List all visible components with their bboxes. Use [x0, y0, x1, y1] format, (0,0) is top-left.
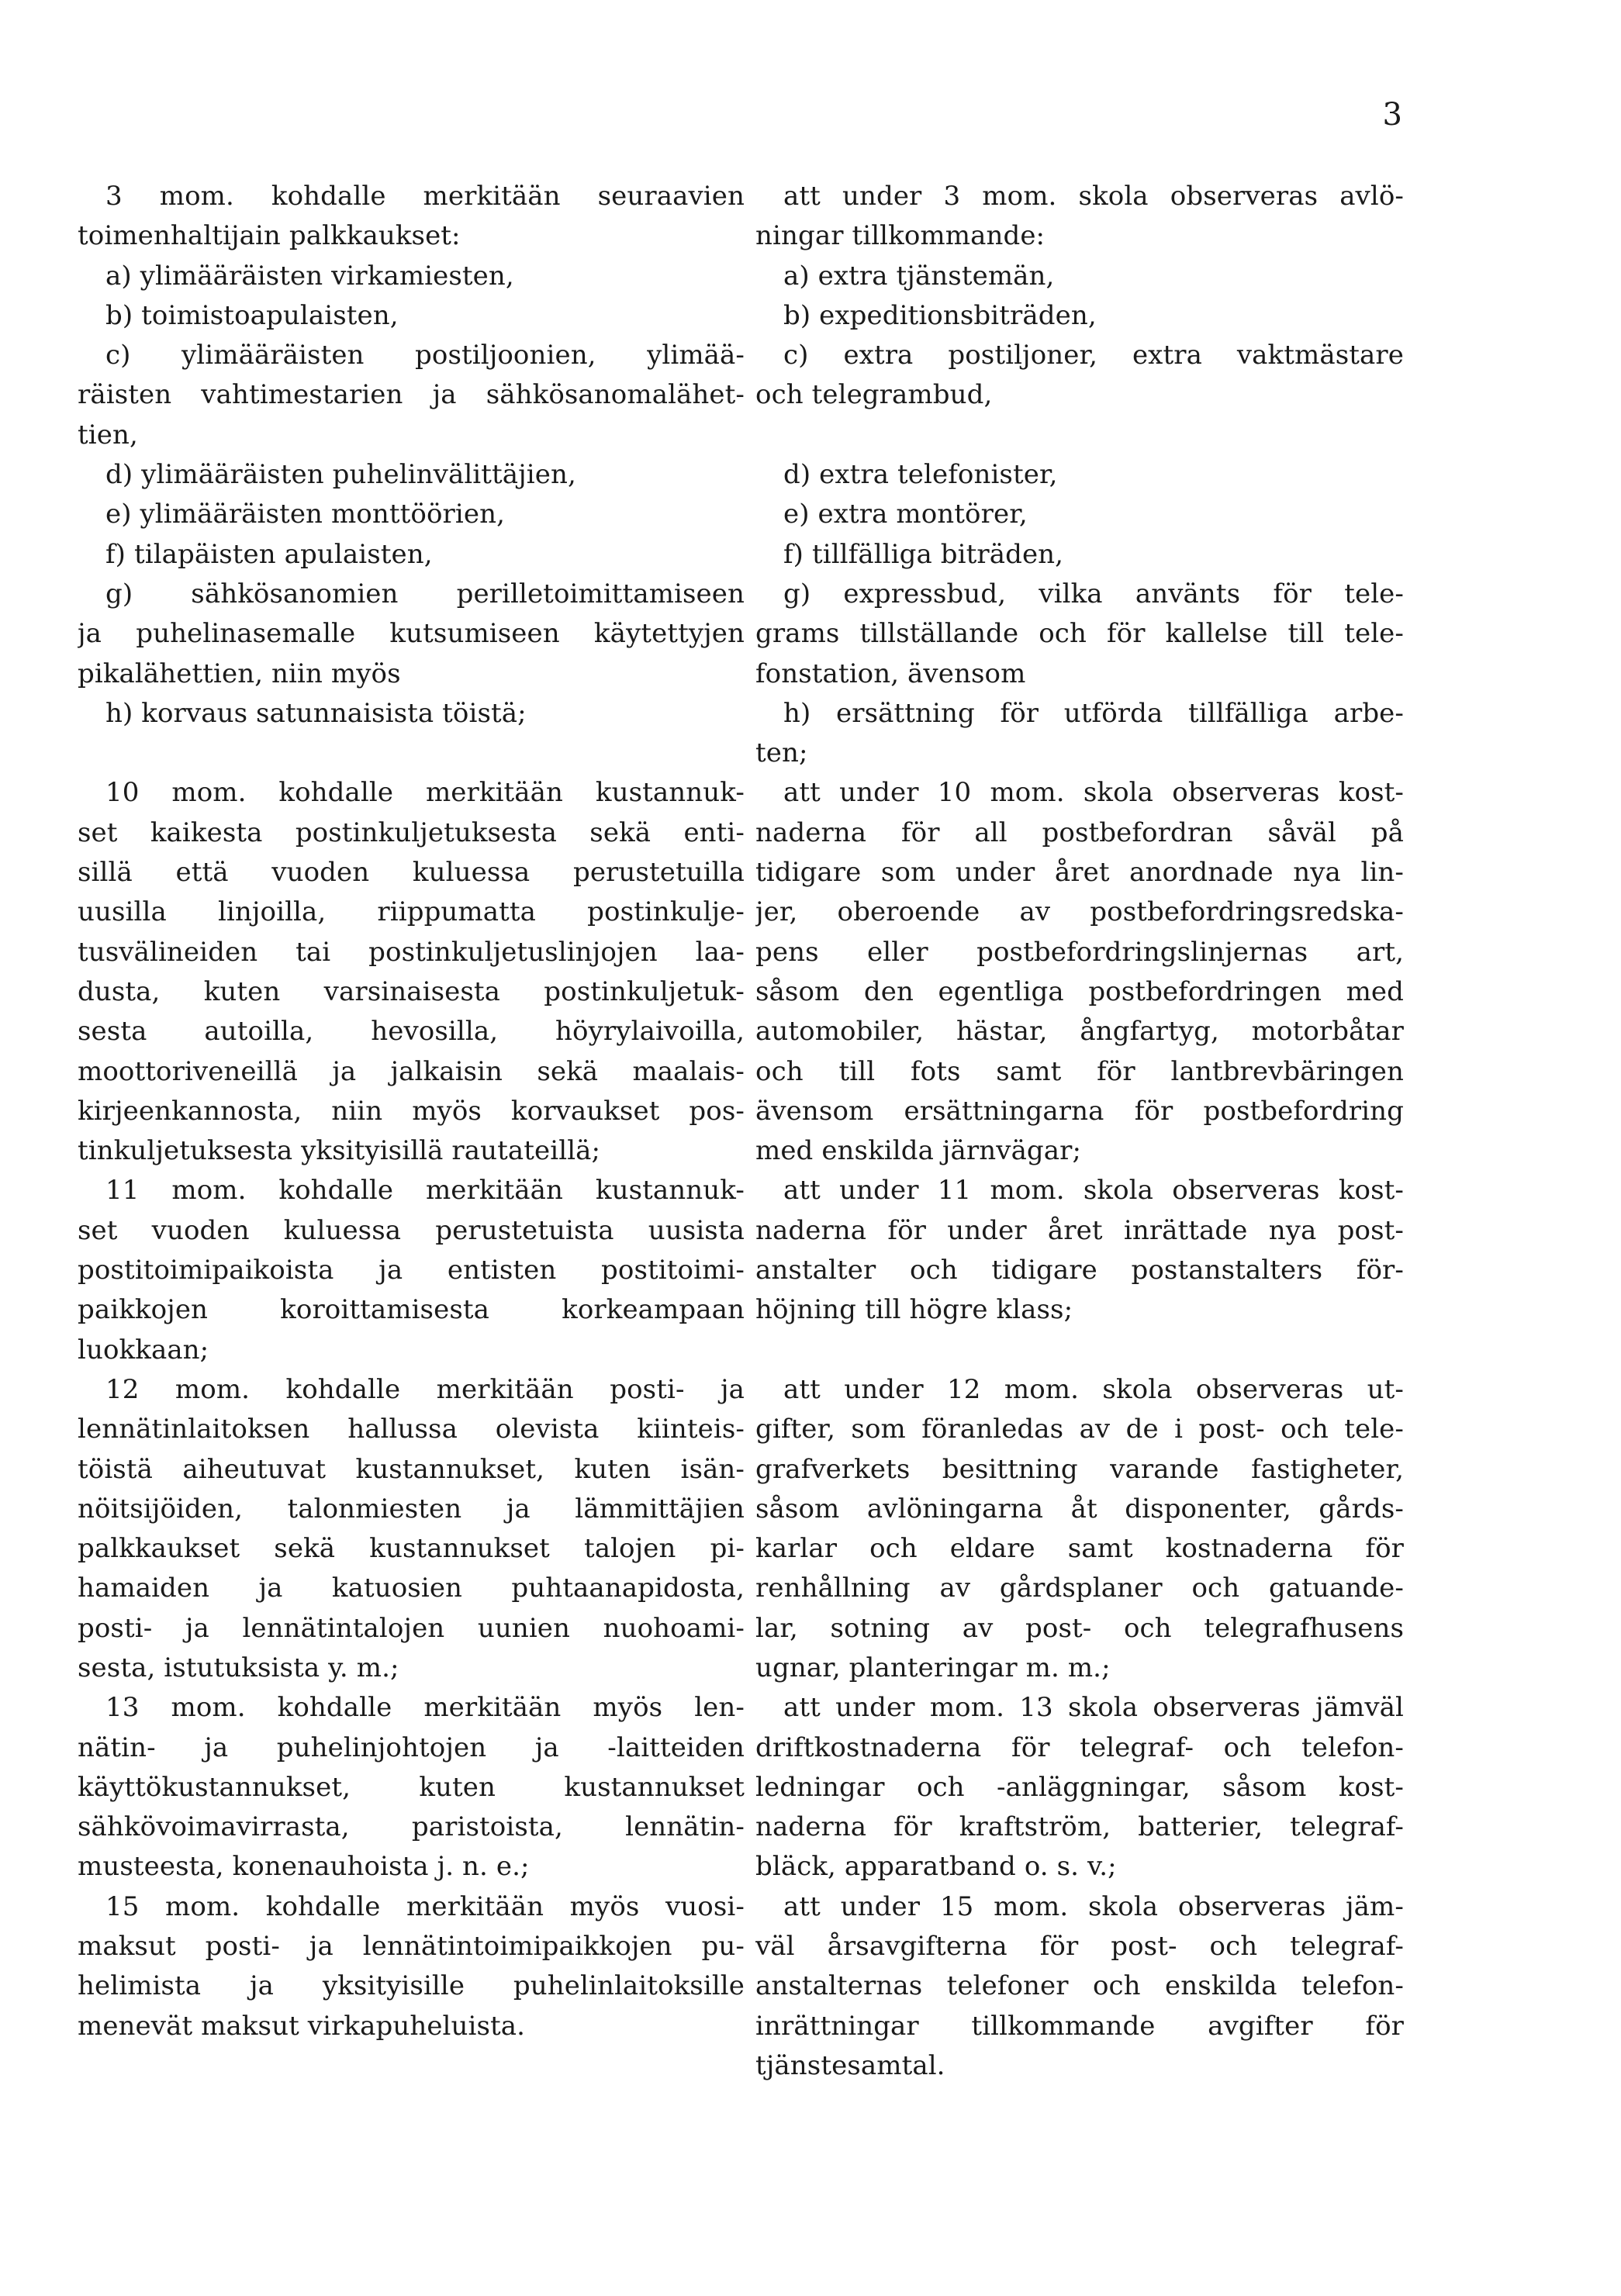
swedish-text-line: väl årsavgifterna för post- och telegraf- [755, 1931, 1404, 1963]
finnish-text-line: uusilla linjoilla, riippumatta postinkulje- [78, 896, 745, 928]
paragraph-gap [755, 1331, 1404, 1370]
finnish-text-line: helimista ja yksityisille puhelinlaitoksille [78, 1970, 745, 2002]
swedish-text-line: ugnar, planteringar m. m.; [755, 1652, 1111, 1683]
swedish-text-line: anstalter och tidigare postanstalters för- [755, 1255, 1404, 1286]
finnish-text-line: set kaikesta postinkuljetuksesta sekä enti- [78, 817, 745, 848]
swedish-text-line: c) extra postiljoner, extra vaktmästare [783, 340, 1404, 371]
finnish-text-line: 11 mom. kohdalle merkitään kustannuk- [105, 1175, 745, 1207]
swedish-text-line: att under 15 mom. skola observeras jäm- [783, 1890, 1404, 1922]
swedish-text-line: h) ersättning för utförda tillfälliga arbe- [783, 697, 1404, 729]
swedish-text-line: naderna för all postbefordran såväl på [755, 817, 1404, 848]
finnish-text-line: dusta, kuten varsinaisesta postinkuljetuk- [78, 975, 745, 1007]
swedish-text-line: jer, oberoende av postbefordringsredska- [755, 896, 1404, 928]
finnish-text-line: menevät maksut virkapuheluista. [78, 2010, 526, 2042]
swedish-text-line: b) expeditionsbiträden, [783, 299, 1097, 331]
swedish-text-line: karlar och eldare samt kostnaderna för [755, 1533, 1404, 1565]
finnish-text-line: 12 mom. kohdalle merkitään posti- ja [105, 1373, 745, 1405]
finnish-text-line: set vuoden kuluessa perustetuista uusista [78, 1214, 745, 1246]
swedish-text-line: och telegrambud, [755, 379, 993, 411]
swedish-text-line: såsom avlöningarna åt disponenter, gårds- [755, 1493, 1404, 1524]
finnish-text-line: maksut posti- ja lennätintoimipaikkojen pu- [78, 1931, 745, 1963]
swedish-text-line: automobiler, hästar, ångfartyg, motorbåtar [755, 1016, 1404, 1048]
swedish-text-line: f) tillfälliga biträden, [783, 538, 1064, 570]
page-number: 3 [1382, 97, 1402, 133]
swedish-text-line: driftkostnaderna för telegraf- och telefon- [755, 1731, 1404, 1763]
finnish-text-line: nöitsijöiden, talonmiesten ja lämmittäjien [78, 1493, 745, 1524]
finnish-text-line: tien, [78, 419, 138, 451]
swedish-text-line: gifter, som föranledas av de i post- och tele- [755, 1414, 1404, 1445]
finnish-text-line: lennätinlaitoksen hallussa olevista kiinteis- [78, 1414, 745, 1445]
swedish-text-line: såsom den egentliga postbefordringen med [755, 975, 1404, 1007]
swedish-text-line: tjänstesamtal. [755, 2049, 945, 2081]
finnish-text-line: 3 mom. kohdalle merkitään seuraavien [105, 181, 745, 212]
finnish-text-line: tinkuljetuksesta yksityisillä rautateillä; [78, 1135, 601, 1167]
paragraph-gap [755, 416, 1404, 455]
paragraph-gap [78, 734, 745, 773]
swedish-text-line: att under 10 mom. skola observeras kost- [783, 777, 1404, 809]
swedish-text-line: a) extra tjänstemän, [783, 260, 1055, 292]
swedish-text-line: grams tillställande och för kallelse till tele- [755, 618, 1404, 650]
swedish-text-line: ledningar och -anläggningar, såsom kost- [755, 1771, 1404, 1803]
swedish-text-line: ningar tillkommande: [755, 220, 1046, 252]
swedish-text-line: och till fots samt för lantbrevbäringen [755, 1055, 1404, 1087]
finnish-text-line: 13 mom. kohdalle merkitään myös len- [105, 1692, 745, 1724]
finnish-text-column [78, 177, 745, 2046]
finnish-text-line: g) sähkösanomien perilletoimittamiseen [105, 578, 745, 609]
finnish-text-line: ja puhelinasemalle kutsumiseen käytettyjen [78, 618, 745, 650]
finnish-text-line: sähkövoimavirrasta, paristoista, lennätin- [78, 1811, 745, 1843]
swedish-text-line: fonstation, ävensom [755, 658, 1026, 689]
swedish-text-line: naderna för kraftström, batterier, telegraf- [755, 1811, 1404, 1843]
finnish-text-line: 15 mom. kohdalle merkitään myös vuosi- [105, 1890, 745, 1922]
swedish-text-column [755, 177, 1404, 2086]
finnish-text-line: moottoriveneillä ja jalkaisin sekä maalais- [78, 1055, 745, 1087]
finnish-text-line: tusvälineiden tai postinkuljetuslinjojen laa- [78, 936, 745, 968]
finnish-text-line: pikalähettien, niin myös [78, 658, 401, 689]
finnish-text-line: paikkojen koroittamisesta korkeampaan [78, 1294, 745, 1326]
swedish-text-line: bläck, apparatband o. s. v.; [755, 1851, 1117, 1883]
swedish-text-line: lar, sotning av post- och telegrafhusens [755, 1612, 1404, 1644]
finnish-text-line: b) toimistoapulaisten, [105, 299, 399, 331]
swedish-text-line: ävensom ersättningarna för postbefordring [755, 1095, 1404, 1127]
finnish-text-line: f) tilapäisten apulaisten, [105, 538, 433, 570]
swedish-text-line: att under 3 mom. skola observeras avlö- [783, 181, 1404, 212]
finnish-text-line: posti- ja lennätintalojen uunien nuohoami- [78, 1612, 745, 1644]
finnish-text-line: käyttökustannukset, kuten kustannukset [78, 1771, 745, 1803]
swedish-text-line: g) expressbud, vilka använts för tele- [783, 578, 1404, 609]
swedish-text-line: renhållning av gårdsplaner och gatuande- [755, 1573, 1404, 1604]
finnish-text-line: sillä että vuoden kuluessa perustetuilla [78, 857, 745, 889]
finnish-text-line: h) korvaus satunnaisista töistä; [105, 697, 527, 729]
finnish-text-line: luokkaan; [78, 1334, 209, 1366]
finnish-text-line: palkkaukset sekä kustannukset talojen pi- [78, 1533, 745, 1565]
finnish-text-line: d) ylimääräisten puhelinvälittäjien, [105, 459, 576, 491]
finnish-text-line: toimenhaltijain palkkaukset: [78, 220, 461, 252]
swedish-text-line: tidigare som under året anordnade nya lin- [755, 857, 1404, 889]
swedish-text-line: e) extra montörer, [783, 499, 1028, 530]
finnish-text-line: e) ylimääräisten monttöörien, [105, 499, 505, 530]
swedish-text-line: med enskilda järnvägar; [755, 1135, 1082, 1167]
finnish-text-line: c) ylimääräisten postiljoonien, ylimää- [105, 340, 745, 371]
swedish-text-line: att under mom. 13 skola observeras jämväl [783, 1692, 1404, 1724]
swedish-text-line: att under 11 mom. skola observeras kost- [783, 1175, 1404, 1207]
finnish-text-line: 10 mom. kohdalle merkitään kustannuk- [105, 777, 745, 809]
finnish-text-line: musteesta, konenauhoista j. n. e.; [78, 1851, 530, 1883]
swedish-text-line: inrättningar tillkommande avgifter för [755, 2010, 1404, 2042]
swedish-text-line: grafverkets besittning varande fastigheter, [755, 1453, 1404, 1485]
finnish-text-line: sesta, istutuksista y. m.; [78, 1652, 399, 1683]
finnish-text-line: postitoimipaikoista ja entisten postitoimi- [78, 1255, 745, 1286]
swedish-text-line: pens eller postbefordringslinjernas art, [755, 936, 1404, 968]
finnish-text-line: töistä aiheutuvat kustannukset, kuten isän- [78, 1453, 745, 1485]
swedish-text-line: d) extra telefonister, [783, 459, 1058, 491]
finnish-text-line: nätin- ja puhelinjohtojen ja -laitteiden [78, 1731, 745, 1763]
swedish-text-line: naderna för under året inrättade nya post- [755, 1214, 1404, 1246]
swedish-text-line: anstalternas telefoner och enskilda telefon- [755, 1970, 1404, 2002]
swedish-text-line: ten; [755, 737, 808, 769]
finnish-text-line: kirjeenkannosta, niin myös korvaukset pos- [78, 1095, 745, 1127]
finnish-text-line: a) ylimääräisten virkamiesten, [105, 260, 514, 292]
swedish-text-line: att under 12 mom. skola observeras ut- [783, 1373, 1404, 1405]
finnish-text-line: sesta autoilla, hevosilla, höyrylaivoilla, [78, 1016, 745, 1048]
finnish-text-line: hamaiden ja katuosien puhtaanapidosta, [78, 1573, 745, 1604]
swedish-text-line: höjning till högre klass; [755, 1294, 1073, 1326]
finnish-text-line: räisten vahtimestarien ja sähkösanomalähet- [78, 379, 745, 411]
